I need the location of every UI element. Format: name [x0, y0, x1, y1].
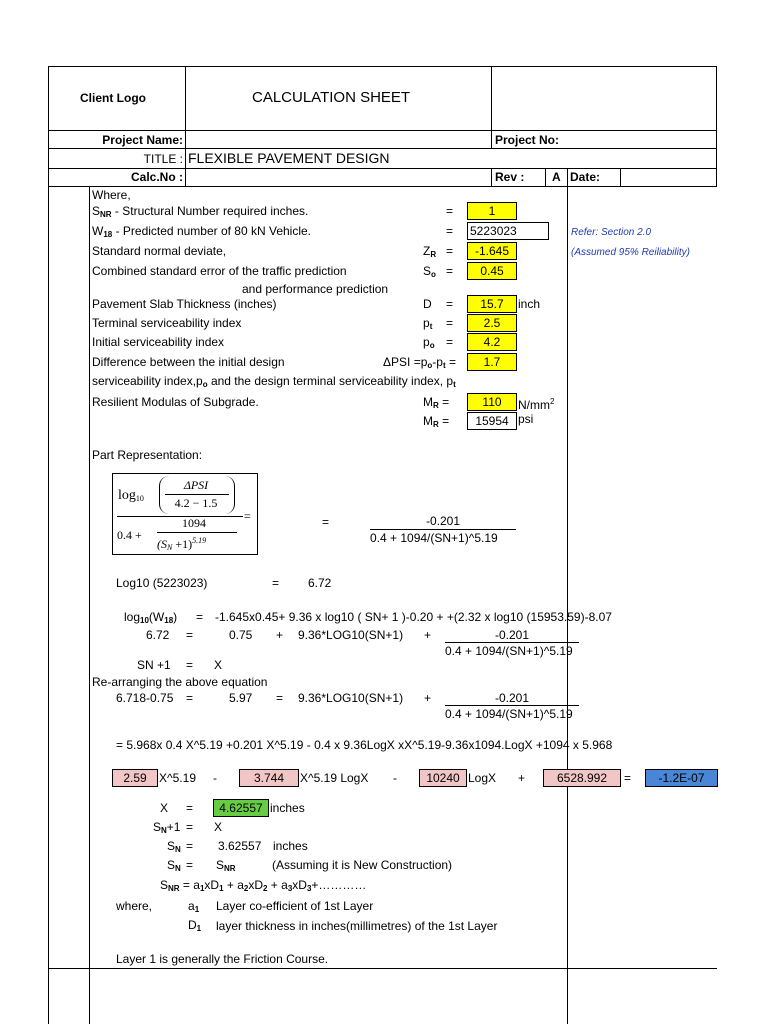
formula-eq: =	[244, 509, 251, 523]
w18-value[interactable]: 5223023	[467, 222, 549, 240]
assumed-note: (Assumed 95% Reiliability)	[571, 247, 690, 258]
l5-den: 0.4 + 1094/(SN+1)^5.19	[445, 707, 573, 721]
mr-psi-value[interactable]: 15954	[467, 412, 517, 430]
mr-unit-text: N/mm	[518, 398, 550, 412]
sn1-s: S	[153, 820, 162, 834]
snr-f-d3: 3	[306, 884, 312, 893]
po-eq: =	[446, 335, 454, 349]
sn3-left	[167, 858, 181, 876]
zr-label: Standard normal deviate,	[92, 244, 227, 258]
sn1-left	[153, 820, 180, 838]
border-bottom	[48, 968, 717, 969]
poly-term-2: X^5.19 LogX	[300, 771, 369, 785]
a1-desc: Layer co-efficient of 1st Layer	[216, 899, 374, 913]
eq-line1	[124, 610, 177, 628]
l1-w: (W	[148, 610, 165, 624]
dpsi-l2a: serviceability index,p	[92, 374, 203, 388]
snr-f-eq: = a	[182, 878, 200, 892]
zr-sub: R	[430, 250, 437, 259]
po-sub: o	[429, 341, 435, 350]
poly-coef-4[interactable]: 6528.992	[543, 769, 621, 787]
formula-sn-sub: N	[167, 543, 173, 552]
sn2-val: 3.62557	[218, 839, 262, 853]
pt-symbol	[423, 316, 432, 334]
a1-sub: 1	[194, 905, 200, 914]
d1-sym	[188, 918, 201, 936]
part-num: -0.201	[425, 514, 461, 528]
sn3-snr-s: S	[216, 858, 225, 872]
l1-rest: -1.645x0.45+ 9.36 x log10 ( SN+ 1 )-0.20 + +(2.32 x log10 (15953.59)-8.07	[215, 610, 612, 624]
mr-symbol: $M_R$ =	[423, 395, 450, 410]
border-right	[716, 66, 717, 187]
sn2-left	[167, 839, 181, 857]
dpsi-l2b: and the design terminal serviceability index, p	[207, 374, 454, 388]
date-box-bottom	[567, 186, 621, 187]
d1-text: D	[188, 918, 197, 932]
d-value[interactable]: 15.7	[467, 295, 517, 313]
dpsi-sub-t: t	[442, 361, 446, 370]
l6-text: = 5.968x 0.4 X^5.19 +0.201 X^5.19 - 0.4 x 9.36LogX xX^5.19-9.36x1094.LogX +1094 x 5.968	[116, 738, 613, 752]
border-left	[48, 66, 49, 1024]
border-col1	[185, 66, 186, 187]
snr-symbol: S	[92, 204, 101, 218]
l2-plus2: +	[424, 628, 432, 642]
where-text: Where,	[92, 188, 131, 202]
l2-eq: =	[186, 628, 194, 642]
snr-f-r1: xD	[204, 878, 220, 892]
border-col2	[491, 66, 492, 149]
sn3-snr	[216, 858, 236, 876]
dpsi-l2-sub: o	[202, 380, 208, 389]
pt-sub: t	[429, 322, 433, 331]
d1-sub: 1	[196, 924, 202, 933]
part-frac-line	[370, 529, 516, 530]
l2-plus: +	[276, 628, 284, 642]
where-label: where,	[116, 899, 153, 913]
l1-log: log	[124, 610, 141, 624]
poly-eq: =	[624, 771, 632, 785]
w18-symbol: W	[92, 224, 104, 238]
x-sym: X	[160, 801, 169, 815]
mr-sub2: R	[433, 420, 439, 429]
pt-value[interactable]: 2.5	[467, 314, 517, 332]
poly-plus: +	[518, 771, 526, 785]
mr-value[interactable]: 110	[467, 393, 517, 411]
part-label: Part Representation:	[92, 448, 203, 462]
rev-value: A	[552, 170, 561, 184]
border-row3	[48, 168, 717, 169]
sn2-sub: N	[175, 845, 181, 854]
sn2-unit: inches	[273, 839, 308, 853]
snr-f-d1: 1	[219, 884, 224, 893]
border-col2b	[491, 168, 492, 187]
snr-f-sub: NR	[168, 884, 180, 893]
sn1-plus: +1	[166, 820, 181, 834]
mr-sym2: M	[423, 414, 433, 428]
formula-log	[118, 488, 144, 507]
snr-subscript: NR	[100, 210, 112, 219]
snr-f-r4: + a	[267, 878, 288, 892]
snr-f-r2: + a	[223, 878, 244, 892]
d-eq: =	[446, 297, 454, 311]
poly-result[interactable]: -1.2E-07	[645, 769, 718, 787]
snr-f-a3: 3	[287, 884, 293, 893]
pt-label: Terminal serviceability index	[92, 316, 242, 330]
l1-w-sub: 18	[164, 616, 174, 625]
l5-num: -0.201	[494, 691, 530, 705]
formula-num2-line	[157, 532, 237, 533]
layer-note: Layer 1 is generally the Friction Course.	[116, 952, 329, 966]
l2-den: 0.4 + 1094/(SN+1)^5.19	[445, 644, 573, 658]
formula-inner-line	[165, 494, 229, 495]
snr-f-r5: xD	[292, 878, 307, 892]
d1-desc: layer thickness in inches(millimetres) of the 1st Layer	[216, 919, 498, 933]
sn1-sub: N	[161, 826, 167, 835]
snr-f-r3: xD	[248, 878, 263, 892]
refer-note: Refer: Section 2.0	[571, 227, 652, 238]
l2-a: 6.72	[146, 628, 170, 642]
w18-row	[92, 224, 311, 242]
formula-sn	[157, 534, 206, 555]
l1-eq: =	[196, 610, 204, 624]
mr-label: Resilient Modulas of Subgrade.	[92, 395, 259, 409]
snr-f-s: S	[160, 878, 169, 892]
x-value[interactable]: 4.62557	[213, 799, 269, 817]
so-eq: =	[446, 264, 454, 278]
date-label: Date:	[570, 170, 601, 184]
l5-eq: =	[186, 691, 194, 705]
so-value[interactable]: 0.45	[467, 262, 517, 280]
po-value[interactable]: 4.2	[467, 333, 517, 351]
l5-a: 6.718-0.75	[116, 691, 174, 705]
a1-sym	[188, 899, 199, 917]
dpsi-sub-o: o	[427, 361, 433, 370]
mr-unit	[518, 395, 554, 412]
client-logo: Client Logo	[80, 91, 146, 105]
zr-eq: =	[446, 244, 454, 258]
formula-base: 0.4 +	[117, 528, 142, 542]
formula-log-text: log	[118, 488, 136, 503]
sn3-eq: =	[186, 858, 194, 872]
snr-label: - Structural Number required inches.	[114, 204, 309, 218]
dpsi-symbol: $\Delta PSI =p_o-p_t$ =	[383, 355, 456, 370]
formula-log-sub: 10	[135, 494, 144, 503]
a1-text: a	[188, 899, 195, 913]
border-row2	[48, 148, 717, 149]
sn2-s: S	[167, 839, 176, 853]
l2-b: 0.75	[229, 628, 253, 642]
formula-den1: 4.2 − 1.5	[174, 496, 218, 510]
border-top	[48, 66, 717, 67]
zr-value[interactable]: -1.645	[467, 242, 517, 260]
l5-eq2: =	[276, 691, 284, 705]
formula-dpsi: ΔPSI	[183, 478, 209, 492]
snr-formula	[160, 878, 366, 896]
poly-coef-2[interactable]: 3.744	[239, 769, 299, 787]
dpsi-label2	[92, 374, 456, 392]
rev-label: Rev :	[495, 170, 525, 184]
so-sub: o	[431, 270, 436, 279]
snr-f-a2: 2	[243, 884, 249, 893]
part-eq2: =	[322, 515, 330, 529]
d-label: Pavement Slab Thickness (inches)	[92, 297, 277, 311]
d-unit: inch	[518, 297, 541, 311]
sheet-title: CALCULATION SHEET	[252, 89, 411, 106]
log-val: 6.72	[308, 576, 332, 590]
calc-no-label: Calc.No :	[130, 170, 183, 184]
mr-sub: R	[433, 401, 439, 410]
l2-num: -0.201	[494, 628, 530, 642]
formula-num2: 1094	[182, 516, 206, 530]
poly-term-1: X^5.19	[159, 771, 196, 785]
poly-minus-1: -	[213, 771, 217, 785]
poly-coef-3[interactable]: 10240	[419, 769, 467, 787]
snr-f-a1: 1	[199, 884, 205, 893]
po-symbol	[423, 335, 435, 353]
mr-psi-symbol: $M_R$ =	[423, 414, 450, 429]
poly-coef-1[interactable]: 2.59	[112, 769, 158, 787]
po-label: Initial serviceability index	[92, 335, 225, 349]
poly-term-3: LogX	[468, 771, 497, 785]
sn3-sub: N	[175, 864, 181, 873]
sn2-eq: =	[186, 839, 194, 853]
l4-text: Re-arranging the above equation	[92, 675, 268, 689]
l1-close: )	[173, 610, 178, 624]
sn3-snr-sub: NR	[224, 864, 236, 873]
formula-sn-tail: +1)	[172, 537, 193, 551]
title-label: TITLE :	[143, 152, 183, 166]
w18-eq: =	[446, 224, 454, 238]
l5-plus: +	[424, 691, 432, 705]
l5-c: 9.36*LOG10(SN+1)	[298, 691, 404, 705]
x-eq: =	[186, 801, 194, 815]
snr-f-r6: +…………	[311, 878, 367, 892]
l3-b: X	[214, 658, 223, 672]
snr-eq: =	[446, 204, 454, 218]
title-value: FLEXIBLE PAVEMENT DESIGN	[188, 150, 390, 166]
border-col-date	[567, 168, 568, 1024]
log-eq: =	[272, 576, 280, 590]
border-col-date2	[620, 168, 621, 187]
part-den: 0.4 + 1094/(SN+1)^5.19	[370, 531, 498, 545]
dpsi-sym: ΔPSI =p	[383, 355, 428, 369]
border-col-rev-a	[545, 168, 546, 187]
l1-log-sub: 10	[140, 616, 149, 625]
project-name-label: Project Name:	[102, 133, 183, 147]
dpsi-value[interactable]: 1.7	[467, 353, 517, 371]
so-sym: S	[423, 264, 432, 278]
l2-frac-line	[445, 642, 579, 643]
pt-eq: =	[446, 316, 454, 330]
l3-eq: =	[186, 658, 194, 672]
project-no-label: Project No:	[495, 133, 560, 147]
po-sym: p	[423, 335, 430, 349]
so-symbol	[423, 264, 436, 282]
formula-exp: 5.19	[192, 536, 207, 545]
so-label2: and performance prediction	[242, 282, 389, 296]
so-label: Combined standard error of the traffic prediction	[92, 264, 347, 278]
x-unit: inches	[270, 801, 305, 815]
w18-label: - Predicted number of 80 kN Vehicle.	[115, 224, 312, 238]
l5-frac-line	[445, 705, 579, 706]
d-symbol: D	[423, 297, 432, 311]
l2-c: 9.36*LOG10(SN+1)	[298, 628, 404, 642]
pt-sym: p	[423, 316, 430, 330]
l5-b: 5.97	[229, 691, 253, 705]
formula-sn-text: (S	[157, 537, 167, 551]
snr-row	[92, 204, 308, 222]
mr-psi-unit: psi	[518, 412, 534, 426]
mr-unit-sup: 2	[550, 397, 555, 406]
l3-a: SN +1	[137, 658, 171, 672]
zr-symbol	[423, 244, 436, 262]
sn1-eq: =	[186, 820, 194, 834]
formula-box	[112, 473, 258, 555]
mr-sym: M	[423, 395, 433, 409]
poly-minus-2: -	[393, 771, 397, 785]
border-header-bottom	[48, 130, 717, 131]
sn1-x: X	[214, 820, 223, 834]
snr-value[interactable]: 1	[467, 202, 517, 220]
dpsi-l2-sub-t: t	[453, 380, 456, 389]
w18-subscript: 18	[103, 230, 113, 239]
log-line: Log10 (5223023)	[116, 576, 208, 590]
zr-sym: Z	[423, 244, 431, 258]
dpsi-label: Difference between the initial design	[92, 355, 285, 369]
snr-f-d2: 2	[263, 884, 268, 893]
border-col-left-body	[89, 186, 90, 1024]
sn3-s: S	[167, 858, 176, 872]
sn3-note: (Assuming it is New Construction)	[272, 858, 453, 872]
